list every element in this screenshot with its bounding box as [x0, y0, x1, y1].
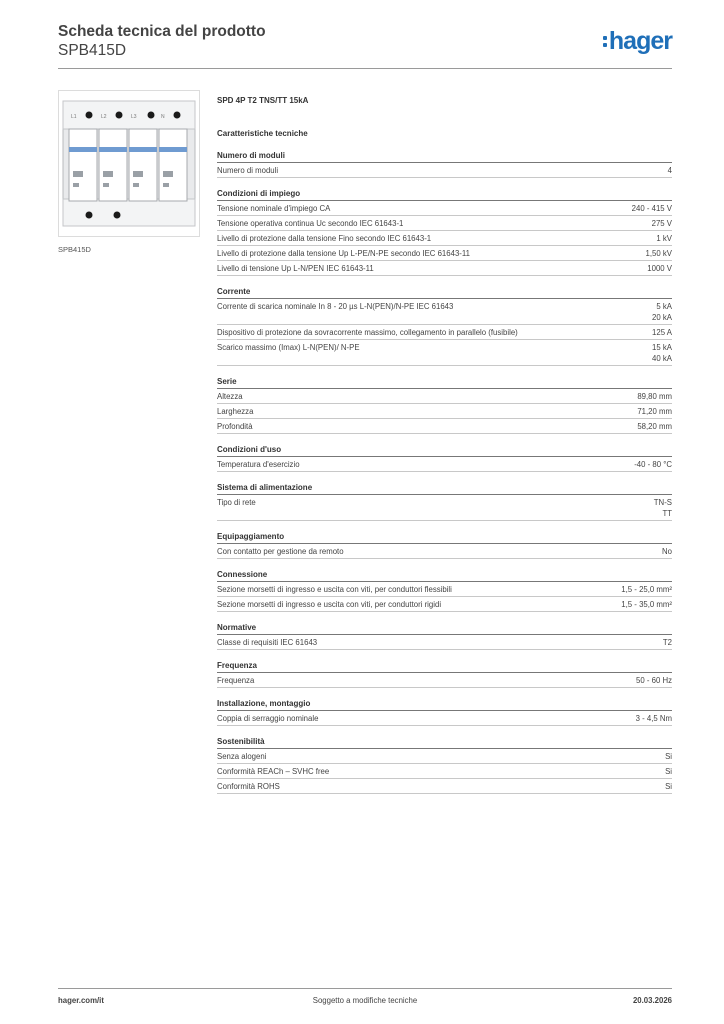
spec-value-line: 1,50 kV: [645, 249, 672, 258]
spec-value-line: TT: [662, 509, 672, 518]
spec-value: [652, 218, 672, 229]
spec-value: [663, 637, 672, 648]
spec-value: [634, 459, 672, 470]
spec-label: Classe di requisiti IEC 61643: [217, 638, 318, 647]
spec-value: [637, 421, 672, 432]
spec-value: [662, 546, 672, 557]
footer-divider: [58, 988, 672, 989]
spec-value: [652, 301, 672, 323]
spec-label: Corrente di scarica nominale In 8 - 20 µs L-N(PEN)/N-PE IEC 61643: [217, 302, 454, 311]
spec-value-line: 125 A: [652, 328, 672, 337]
spec-value: [647, 263, 672, 274]
surge-protector-image: [59, 91, 199, 236]
spec-label: Livello di protezione dalla tensione Fino secondo IEC 61643-1: [217, 234, 432, 243]
module-label-l2: L2: [101, 114, 107, 120]
header-divider: [58, 68, 672, 69]
spec-row: [217, 246, 672, 261]
spec-value-line: -40 - 80 °C: [634, 460, 672, 469]
spec-row: [217, 389, 672, 404]
product-code: SPB415D: [58, 42, 127, 59]
spec-label: Coppia di serraggio nominale: [217, 714, 319, 723]
spec-value-line: 1 kV: [656, 234, 672, 243]
spec-value: [665, 751, 672, 762]
spec-section: [217, 483, 672, 521]
spec-label: Dispositivo di protezione da sovracorrente massimo, collegamento in parallelo (fusibile): [217, 328, 518, 337]
section-title: Equipaggiamento: [217, 532, 672, 544]
product-name: SPD 4P T2 TNS/TT 15kA: [217, 96, 309, 105]
spec-section: [217, 445, 672, 472]
document-header: [58, 22, 266, 60]
spec-section: [217, 189, 672, 276]
spec-row: [217, 163, 672, 178]
spec-value-line: 89,80 mm: [637, 392, 672, 401]
footer-website: hager.com/it: [58, 996, 104, 1005]
section-title: Sistema di alimentazione: [217, 483, 672, 495]
spec-value: [636, 675, 672, 686]
spec-row: [217, 457, 672, 472]
image-caption: SPB415D: [58, 245, 91, 254]
spec-label: Scarico massimo (Imax) L-N(PEN)/ N-PE: [217, 343, 360, 352]
module-label-l3: L3: [131, 114, 137, 120]
spec-label: Temperatura d'esercizio: [217, 460, 300, 469]
hager-logo: [603, 27, 672, 55]
spec-label: Altezza: [217, 392, 243, 401]
page-title: Scheda tecnica del prodotto: [58, 23, 266, 40]
spec-row: [217, 231, 672, 246]
spec-value-line: TN-S: [653, 498, 672, 507]
spec-label: Conformità ROHS: [217, 782, 280, 791]
spec-label: Tensione nominale d'impiego CA: [217, 204, 331, 213]
spec-label: Sezione morsetti di ingresso e uscita con viti, per conduttori flessibili: [217, 585, 452, 594]
spec-label: Frequenza: [217, 676, 255, 685]
spec-section: [217, 570, 672, 612]
spec-row: [217, 749, 672, 764]
spec-content: [217, 96, 672, 805]
section-title: Normative: [217, 623, 672, 635]
characteristics-title: Caratteristiche tecniche: [217, 129, 308, 138]
spec-row: [217, 325, 672, 340]
spec-value: [668, 165, 672, 176]
spec-value: [652, 342, 672, 364]
spec-value-line: 1,5 - 25,0 mm²: [621, 585, 672, 594]
spec-value-line: 15 kA: [652, 343, 672, 352]
spec-section: [217, 737, 672, 794]
spec-section: [217, 377, 672, 434]
spec-value: [621, 584, 672, 595]
spec-value: [656, 233, 672, 244]
spec-row: [217, 404, 672, 419]
logo-dots-icon: [603, 36, 607, 47]
module-label-l1: L1: [71, 114, 77, 120]
section-title: Installazione, montaggio: [217, 699, 672, 711]
spec-section: [217, 699, 672, 726]
section-title: Numero di moduli: [217, 151, 672, 163]
spec-value: [637, 406, 672, 417]
spec-value-line: 275 V: [651, 219, 672, 228]
section-title: Sostenibilità: [217, 737, 672, 749]
spec-value: [654, 497, 672, 519]
spec-value: [632, 203, 672, 214]
spec-row: [217, 419, 672, 434]
spec-row: [217, 597, 672, 612]
spec-value: [621, 599, 672, 610]
spec-value-line: 58,20 mm: [637, 422, 672, 431]
spec-value-line: 50 - 60 Hz: [636, 676, 672, 685]
spec-value-line: Si: [665, 782, 672, 791]
spec-value-line: Si: [665, 752, 672, 761]
footer-note: Soggetto a modifiche tecniche: [312, 996, 418, 1005]
spec-value: [637, 391, 672, 402]
module-label-n: N: [161, 114, 165, 120]
spec-row: [217, 201, 672, 216]
spec-row: [217, 495, 672, 521]
spec-label: Tipo di rete: [217, 498, 256, 507]
spec-section: [217, 151, 672, 178]
spec-row: [217, 635, 672, 650]
spec-label: Livello di tensione Up L-N/PEN IEC 61643-11: [217, 264, 374, 273]
spec-row: [217, 216, 672, 231]
spec-section: [217, 623, 672, 650]
section-title: Condizioni di impiego: [217, 189, 672, 201]
spec-value-line: Si: [665, 767, 672, 776]
spec-value-line: 3 - 4,5 Nm: [635, 714, 672, 723]
spec-value: [652, 327, 672, 338]
spec-row: [217, 764, 672, 779]
logo-text: hager: [608, 27, 672, 55]
spec-value: [646, 248, 672, 259]
spec-value-line: 40 kA: [652, 354, 672, 363]
spec-value-line: 240 - 415 V: [631, 204, 672, 213]
spec-row: [217, 673, 672, 688]
spec-value-line: 4: [667, 166, 672, 175]
spec-row: [217, 544, 672, 559]
spec-value-line: 20 kA: [652, 313, 672, 322]
spec-row: [217, 711, 672, 726]
spec-label: Livello di protezione dalla tensione Up L-PE/N-PE secondo IEC 61643-11: [217, 249, 470, 258]
spec-label: Profondità: [217, 422, 253, 431]
spec-value-line: 5 kA: [656, 302, 672, 311]
spec-value-line: No: [662, 547, 672, 556]
footer-date: 20.03.2026: [632, 996, 672, 1005]
spec-row: [217, 261, 672, 276]
spec-value-line: T2: [662, 638, 672, 647]
section-title: Serie: [217, 377, 672, 389]
section-title: Condizioni d'uso: [217, 445, 672, 457]
product-image: [58, 90, 200, 237]
spec-row: [217, 299, 672, 325]
spec-section: [217, 661, 672, 688]
spec-value: [665, 766, 672, 777]
section-title: Connessione: [217, 570, 672, 582]
spec-section: [217, 287, 672, 366]
spec-value: [636, 713, 672, 724]
spec-row: [217, 779, 672, 794]
spec-label: Larghezza: [217, 407, 254, 416]
section-title: Corrente: [217, 287, 672, 299]
spec-label: Conformità REACh – SVHC free: [217, 767, 330, 776]
section-title: Frequenza: [217, 661, 672, 673]
spec-section: [217, 532, 672, 559]
spec-value-line: 1000 V: [647, 264, 672, 273]
spec-label: Con contatto per gestione da remoto: [217, 547, 344, 556]
spec-label: Tensione operativa continua Uc secondo IEC 61643-1: [217, 219, 404, 228]
spec-value-line: 1,5 - 35,0 mm²: [621, 600, 672, 609]
spec-label: Senza alogeni: [217, 752, 267, 761]
spec-sections: [217, 151, 672, 794]
spec-row: [217, 582, 672, 597]
spec-value-line: 71,20 mm: [637, 407, 672, 416]
spec-row: [217, 340, 672, 366]
spec-label: Numero di moduli: [217, 166, 279, 175]
spec-label: Sezione morsetti di ingresso e uscita con viti, per conduttori rigidi: [217, 600, 442, 609]
spec-value: [665, 781, 672, 792]
